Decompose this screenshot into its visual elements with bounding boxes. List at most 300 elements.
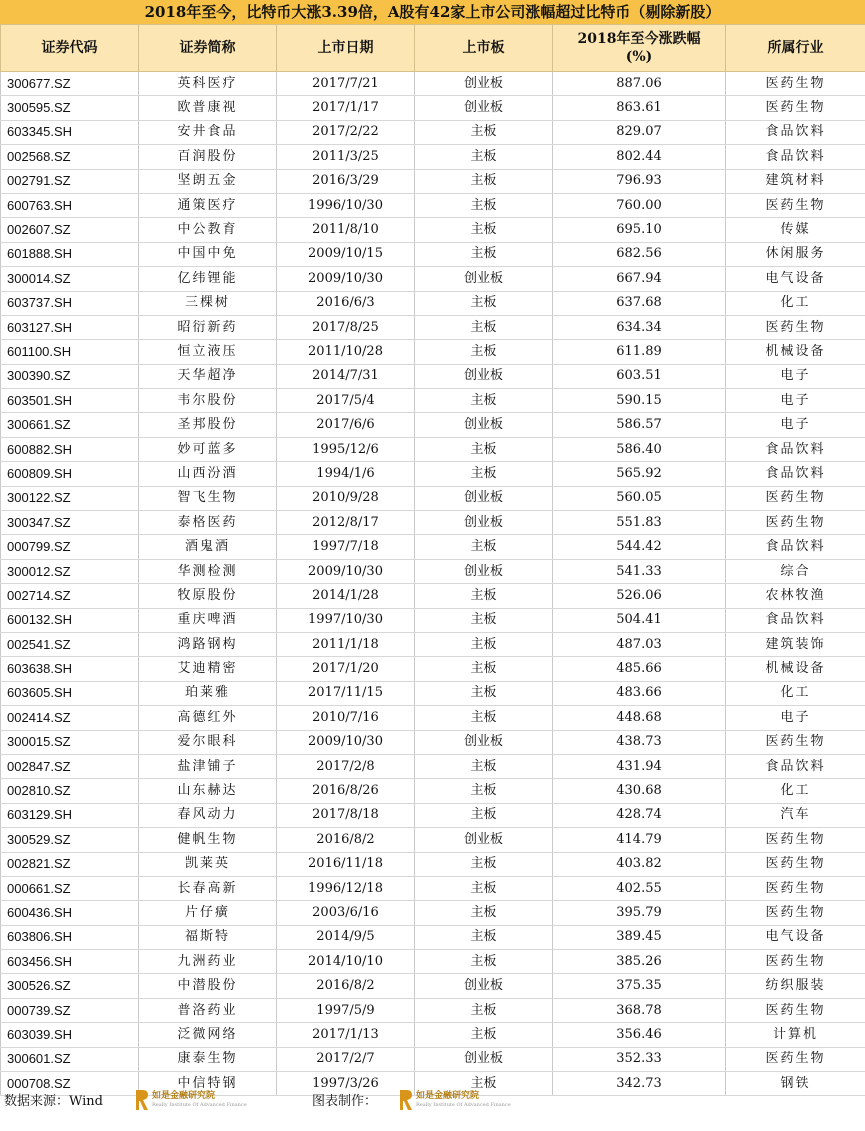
- logo-name-cn: 如是金融研究院: [416, 1091, 480, 1101]
- table-row: [1, 901, 865, 925]
- date-cell: 2017/2/22: [277, 120, 415, 144]
- industry-cell: 食品饮料: [726, 120, 865, 144]
- board-cell: 主板: [415, 535, 553, 559]
- code-cell: 600809.SH: [1, 462, 139, 486]
- change-cell: 375.35: [553, 974, 726, 998]
- date-cell: 2017/1/13: [277, 1023, 415, 1047]
- name-cell: 欧普康视: [139, 96, 277, 120]
- industry-cell: 钢铁: [726, 1072, 865, 1096]
- code-cell: 002847.SZ: [1, 754, 139, 778]
- board-cell: 主板: [415, 754, 553, 778]
- code-cell: 603501.SH: [1, 389, 139, 413]
- industry-cell: 休闲服务: [726, 242, 865, 266]
- table-row: [1, 779, 865, 803]
- industry-cell: 食品饮料: [726, 145, 865, 169]
- stock-table: [0, 24, 865, 1096]
- industry-cell: 食品饮料: [726, 462, 865, 486]
- name-cell: 酒鬼酒: [139, 535, 277, 559]
- ruishi-logo-icon: [398, 1088, 414, 1112]
- name-cell: 高德红外: [139, 706, 277, 730]
- chart-maker: 图表制作：: [312, 1094, 378, 1109]
- board-cell: 创业板: [415, 96, 553, 120]
- industry-cell: 化工: [726, 291, 865, 315]
- board-cell: 主板: [415, 218, 553, 242]
- date-cell: 2011/8/10: [277, 218, 415, 242]
- industry-cell: 医药生物: [726, 876, 865, 900]
- footer: [0, 1088, 865, 1120]
- name-cell: 百润股份: [139, 145, 277, 169]
- industry-cell: 化工: [726, 779, 865, 803]
- change-cell: 428.74: [553, 803, 726, 827]
- board-cell: 主板: [415, 340, 553, 364]
- industry-cell: 医药生物: [726, 901, 865, 925]
- change-cell: 342.73: [553, 1072, 726, 1096]
- date-cell: 2014/10/10: [277, 950, 415, 974]
- name-cell: 亿纬锂能: [139, 267, 277, 291]
- change-cell: 551.83: [553, 511, 726, 535]
- date-cell: 2017/6/6: [277, 413, 415, 437]
- date-cell: 2017/8/18: [277, 803, 415, 827]
- change-cell: 402.55: [553, 876, 726, 900]
- name-cell: 泰格医药: [139, 511, 277, 535]
- board-cell: 主板: [415, 998, 553, 1022]
- board-cell: 主板: [415, 779, 553, 803]
- table-row: [1, 291, 865, 315]
- code-cell: 002791.SZ: [1, 169, 139, 193]
- table-row: [1, 657, 865, 681]
- date-cell: 2009/10/15: [277, 242, 415, 266]
- header-name: 证券简称: [139, 25, 277, 72]
- date-cell: 2011/3/25: [277, 145, 415, 169]
- change-cell: 565.92: [553, 462, 726, 486]
- date-cell: 2017/11/15: [277, 681, 415, 705]
- date-cell: 2010/9/28: [277, 486, 415, 510]
- board-cell: 主板: [415, 681, 553, 705]
- industry-cell: 机械设备: [726, 340, 865, 364]
- industry-cell: 电子: [726, 413, 865, 437]
- institute-logo: [398, 1088, 511, 1112]
- code-cell: 300347.SZ: [1, 511, 139, 535]
- change-cell: 802.44: [553, 145, 726, 169]
- date-cell: 2009/10/30: [277, 267, 415, 291]
- table-row: [1, 852, 865, 876]
- code-cell: 300661.SZ: [1, 413, 139, 437]
- name-cell: 盐津铺子: [139, 754, 277, 778]
- table-row: [1, 559, 865, 583]
- board-cell: 创业板: [415, 559, 553, 583]
- date-cell: 2014/1/28: [277, 584, 415, 608]
- industry-cell: 医药生物: [726, 315, 865, 339]
- name-cell: 健帆生物: [139, 828, 277, 852]
- name-cell: 牧原股份: [139, 584, 277, 608]
- board-cell: 主板: [415, 657, 553, 681]
- industry-cell: 食品饮料: [726, 754, 865, 778]
- code-cell: 603127.SH: [1, 315, 139, 339]
- code-cell: 600882.SH: [1, 437, 139, 461]
- name-cell: 山西汾酒: [139, 462, 277, 486]
- date-cell: 2012/8/17: [277, 511, 415, 535]
- logo-name-cn: 如是金融研究院: [152, 1091, 216, 1101]
- code-cell: 300015.SZ: [1, 730, 139, 754]
- table-row: [1, 754, 865, 778]
- code-cell: 002414.SZ: [1, 706, 139, 730]
- code-cell: 002810.SZ: [1, 779, 139, 803]
- data-source: 数据来源：Wind: [4, 1094, 103, 1109]
- industry-cell: 医药生物: [726, 72, 865, 96]
- date-cell: 2014/9/5: [277, 925, 415, 949]
- code-cell: 000799.SZ: [1, 535, 139, 559]
- date-cell: 2017/2/8: [277, 754, 415, 778]
- board-cell: 主板: [415, 462, 553, 486]
- industry-cell: 农林牧渔: [726, 584, 865, 608]
- date-cell: 2016/11/18: [277, 852, 415, 876]
- name-cell: 普洛药业: [139, 998, 277, 1022]
- name-cell: 珀莱雅: [139, 681, 277, 705]
- industry-cell: 医药生物: [726, 511, 865, 535]
- code-cell: 603129.SH: [1, 803, 139, 827]
- name-cell: 凯莱英: [139, 852, 277, 876]
- industry-cell: 传媒: [726, 218, 865, 242]
- industry-cell: 建筑装饰: [726, 632, 865, 656]
- change-cell: 504.41: [553, 608, 726, 632]
- change-cell: 438.73: [553, 730, 726, 754]
- board-cell: 创业板: [415, 364, 553, 388]
- code-cell: 603638.SH: [1, 657, 139, 681]
- logo-name-en: Really Institute Of Advanced Finance: [152, 1102, 247, 1108]
- header-listing-date: 上市日期: [277, 25, 415, 72]
- board-cell: 创业板: [415, 72, 553, 96]
- name-cell: 九洲药业: [139, 950, 277, 974]
- code-cell: 002714.SZ: [1, 584, 139, 608]
- table-row: [1, 828, 865, 852]
- table-row: [1, 535, 865, 559]
- header-change: [553, 25, 726, 72]
- date-cell: 1997/5/9: [277, 998, 415, 1022]
- code-cell: 603806.SH: [1, 925, 139, 949]
- board-cell: 创业板: [415, 511, 553, 535]
- board-cell: 创业板: [415, 974, 553, 998]
- industry-cell: 机械设备: [726, 657, 865, 681]
- change-cell: 634.34: [553, 315, 726, 339]
- table-row: [1, 486, 865, 510]
- industry-cell: 电子: [726, 389, 865, 413]
- change-cell: 760.00: [553, 193, 726, 217]
- board-cell: 创业板: [415, 730, 553, 754]
- date-cell: 1996/10/30: [277, 193, 415, 217]
- table-row: [1, 437, 865, 461]
- board-cell: 主板: [415, 315, 553, 339]
- board-cell: 主板: [415, 852, 553, 876]
- name-cell: 福斯特: [139, 925, 277, 949]
- header-change-unit: (%): [625, 49, 653, 65]
- industry-cell: 电子: [726, 706, 865, 730]
- name-cell: 华测检测: [139, 559, 277, 583]
- date-cell: 1997/3/26: [277, 1072, 415, 1096]
- date-cell: 1995/12/6: [277, 437, 415, 461]
- change-cell: 796.93: [553, 169, 726, 193]
- change-cell: 560.05: [553, 486, 726, 510]
- name-cell: 泛微网络: [139, 1023, 277, 1047]
- code-cell: 300390.SZ: [1, 364, 139, 388]
- date-cell: 2016/3/29: [277, 169, 415, 193]
- date-cell: 1997/7/18: [277, 535, 415, 559]
- change-cell: 682.56: [553, 242, 726, 266]
- date-cell: 1996/12/18: [277, 876, 415, 900]
- name-cell: 重庆啤酒: [139, 608, 277, 632]
- industry-cell: 医药生物: [726, 193, 865, 217]
- table-row: [1, 925, 865, 949]
- date-cell: 2010/7/16: [277, 706, 415, 730]
- table-row: [1, 72, 865, 96]
- table-row: [1, 218, 865, 242]
- code-cell: 603456.SH: [1, 950, 139, 974]
- industry-cell: 计算机: [726, 1023, 865, 1047]
- change-cell: 395.79: [553, 901, 726, 925]
- name-cell: 康泰生物: [139, 1047, 277, 1071]
- logo-name-en: Really Institute Of Advanced Finance: [416, 1102, 511, 1108]
- institute-logo: [134, 1088, 247, 1112]
- name-cell: 爱尔眼科: [139, 730, 277, 754]
- industry-cell: 医药生物: [726, 486, 865, 510]
- table-row: [1, 96, 865, 120]
- change-cell: 356.46: [553, 1023, 726, 1047]
- code-cell: 300014.SZ: [1, 267, 139, 291]
- code-cell: 300012.SZ: [1, 559, 139, 583]
- board-cell: 主板: [415, 632, 553, 656]
- industry-cell: 医药生物: [726, 998, 865, 1022]
- code-cell: 002607.SZ: [1, 218, 139, 242]
- table-row: [1, 706, 865, 730]
- industry-cell: 医药生物: [726, 852, 865, 876]
- code-cell: 603605.SH: [1, 681, 139, 705]
- board-cell: 创业板: [415, 413, 553, 437]
- name-cell: 艾迪精密: [139, 657, 277, 681]
- change-cell: 385.26: [553, 950, 726, 974]
- date-cell: 2017/2/7: [277, 1047, 415, 1071]
- header-industry: 所属行业: [726, 25, 865, 72]
- board-cell: 主板: [415, 291, 553, 315]
- date-cell: 2017/1/17: [277, 96, 415, 120]
- name-cell: 妙可蓝多: [139, 437, 277, 461]
- board-cell: 主板: [415, 876, 553, 900]
- code-cell: 300529.SZ: [1, 828, 139, 852]
- industry-cell: 综合: [726, 559, 865, 583]
- code-cell: 600763.SH: [1, 193, 139, 217]
- change-cell: 485.66: [553, 657, 726, 681]
- code-cell: 601100.SH: [1, 340, 139, 364]
- industry-cell: 电气设备: [726, 925, 865, 949]
- code-cell: 600436.SH: [1, 901, 139, 925]
- board-cell: 创业板: [415, 486, 553, 510]
- table-row: [1, 584, 865, 608]
- code-cell: 000739.SZ: [1, 998, 139, 1022]
- board-cell: 主板: [415, 242, 553, 266]
- name-cell: 坚朗五金: [139, 169, 277, 193]
- header-row: [1, 25, 865, 72]
- board-cell: 主板: [415, 169, 553, 193]
- change-cell: 352.33: [553, 1047, 726, 1071]
- table-row: [1, 803, 865, 827]
- table-row: [1, 950, 865, 974]
- date-cell: 2011/10/28: [277, 340, 415, 364]
- board-cell: 主板: [415, 584, 553, 608]
- code-cell: 603039.SH: [1, 1023, 139, 1047]
- change-cell: 611.89: [553, 340, 726, 364]
- date-cell: 2009/10/30: [277, 730, 415, 754]
- date-cell: 2017/5/4: [277, 389, 415, 413]
- change-cell: 414.79: [553, 828, 726, 852]
- date-cell: 1997/10/30: [277, 608, 415, 632]
- change-cell: 403.82: [553, 852, 726, 876]
- change-cell: 541.33: [553, 559, 726, 583]
- code-cell: 002568.SZ: [1, 145, 139, 169]
- name-cell: 韦尔股份: [139, 389, 277, 413]
- industry-cell: 电气设备: [726, 267, 865, 291]
- name-cell: 恒立液压: [139, 340, 277, 364]
- table-row: [1, 120, 865, 144]
- change-cell: 829.07: [553, 120, 726, 144]
- ruishi-logo-icon: [134, 1088, 150, 1112]
- change-cell: 448.68: [553, 706, 726, 730]
- board-cell: 主板: [415, 437, 553, 461]
- industry-cell: 纺织服装: [726, 974, 865, 998]
- table-row: [1, 998, 865, 1022]
- table-row: [1, 389, 865, 413]
- table-row: [1, 974, 865, 998]
- name-cell: 春风动力: [139, 803, 277, 827]
- industry-cell: 汽车: [726, 803, 865, 827]
- table-row: [1, 730, 865, 754]
- date-cell: 2009/10/30: [277, 559, 415, 583]
- code-cell: 603737.SH: [1, 291, 139, 315]
- date-cell: 2011/1/18: [277, 632, 415, 656]
- code-cell: 300595.SZ: [1, 96, 139, 120]
- change-cell: 586.57: [553, 413, 726, 437]
- date-cell: 1994/1/6: [277, 462, 415, 486]
- date-cell: 2014/7/31: [277, 364, 415, 388]
- table-row: [1, 364, 865, 388]
- date-cell: 2016/8/2: [277, 974, 415, 998]
- name-cell: 山东赫达: [139, 779, 277, 803]
- table-row: [1, 145, 865, 169]
- header-code: 证券代码: [1, 25, 139, 72]
- table-row: [1, 511, 865, 535]
- change-cell: 637.68: [553, 291, 726, 315]
- name-cell: 片仔癀: [139, 901, 277, 925]
- code-cell: 300601.SZ: [1, 1047, 139, 1071]
- table-row: [1, 1047, 865, 1071]
- table-row: [1, 608, 865, 632]
- change-cell: 695.10: [553, 218, 726, 242]
- code-cell: 603345.SH: [1, 120, 139, 144]
- code-cell: 002541.SZ: [1, 632, 139, 656]
- change-cell: 586.40: [553, 437, 726, 461]
- industry-cell: 医药生物: [726, 950, 865, 974]
- table-row: [1, 267, 865, 291]
- name-cell: 圣邦股份: [139, 413, 277, 437]
- date-cell: 2017/7/21: [277, 72, 415, 96]
- industry-cell: 建筑材料: [726, 169, 865, 193]
- table-row: [1, 169, 865, 193]
- header-change-label: 2018年至今涨跌幅: [577, 31, 701, 47]
- code-cell: 300122.SZ: [1, 486, 139, 510]
- change-cell: 487.03: [553, 632, 726, 656]
- board-cell: 主板: [415, 925, 553, 949]
- change-cell: 483.66: [553, 681, 726, 705]
- name-cell: 天华超净: [139, 364, 277, 388]
- name-cell: 昭衍新药: [139, 315, 277, 339]
- table-title: 2018年至今，比特币大涨3.39倍，A股有42家上市公司涨幅超过比特币（剔除新股）: [0, 0, 865, 24]
- change-cell: 544.42: [553, 535, 726, 559]
- table-row: [1, 462, 865, 486]
- code-cell: 300526.SZ: [1, 974, 139, 998]
- change-cell: 389.45: [553, 925, 726, 949]
- industry-cell: 食品饮料: [726, 437, 865, 461]
- date-cell: 2017/8/25: [277, 315, 415, 339]
- board-cell: 主板: [415, 145, 553, 169]
- table-row: [1, 632, 865, 656]
- change-cell: 887.06: [553, 72, 726, 96]
- board-cell: 主板: [415, 950, 553, 974]
- board-cell: 主板: [415, 706, 553, 730]
- name-cell: 安井食品: [139, 120, 277, 144]
- board-cell: 创业板: [415, 828, 553, 852]
- name-cell: 鸿路钢构: [139, 632, 277, 656]
- table-row: [1, 193, 865, 217]
- industry-cell: 医药生物: [726, 1047, 865, 1071]
- code-cell: 600132.SH: [1, 608, 139, 632]
- name-cell: 长春高新: [139, 876, 277, 900]
- code-cell: 300677.SZ: [1, 72, 139, 96]
- board-cell: 主板: [415, 389, 553, 413]
- date-cell: 2017/1/20: [277, 657, 415, 681]
- board-cell: 创业板: [415, 1047, 553, 1071]
- change-cell: 431.94: [553, 754, 726, 778]
- board-cell: 主板: [415, 1023, 553, 1047]
- board-cell: 主板: [415, 120, 553, 144]
- board-cell: 主板: [415, 193, 553, 217]
- change-cell: 863.61: [553, 96, 726, 120]
- table-row: [1, 413, 865, 437]
- code-cell: 601888.SH: [1, 242, 139, 266]
- code-cell: 002821.SZ: [1, 852, 139, 876]
- date-cell: 2016/8/2: [277, 828, 415, 852]
- date-cell: 2016/6/3: [277, 291, 415, 315]
- change-cell: 590.15: [553, 389, 726, 413]
- industry-cell: 医药生物: [726, 828, 865, 852]
- header-board: 上市板: [415, 25, 553, 72]
- date-cell: 2016/8/26: [277, 779, 415, 803]
- table-row: [1, 876, 865, 900]
- board-cell: 主板: [415, 608, 553, 632]
- board-cell: 主板: [415, 1072, 553, 1096]
- date-cell: 2003/6/16: [277, 901, 415, 925]
- code-cell: 000708.SZ: [1, 1072, 139, 1096]
- name-cell: 英科医疗: [139, 72, 277, 96]
- industry-cell: 食品饮料: [726, 535, 865, 559]
- name-cell: 中信特钢: [139, 1072, 277, 1096]
- industry-cell: 医药生物: [726, 96, 865, 120]
- industry-cell: 食品饮料: [726, 608, 865, 632]
- name-cell: 通策医疗: [139, 193, 277, 217]
- table-row: [1, 340, 865, 364]
- change-cell: 526.06: [553, 584, 726, 608]
- board-cell: 主板: [415, 803, 553, 827]
- name-cell: 智飞生物: [139, 486, 277, 510]
- table-row: [1, 315, 865, 339]
- board-cell: 主板: [415, 901, 553, 925]
- name-cell: 中公教育: [139, 218, 277, 242]
